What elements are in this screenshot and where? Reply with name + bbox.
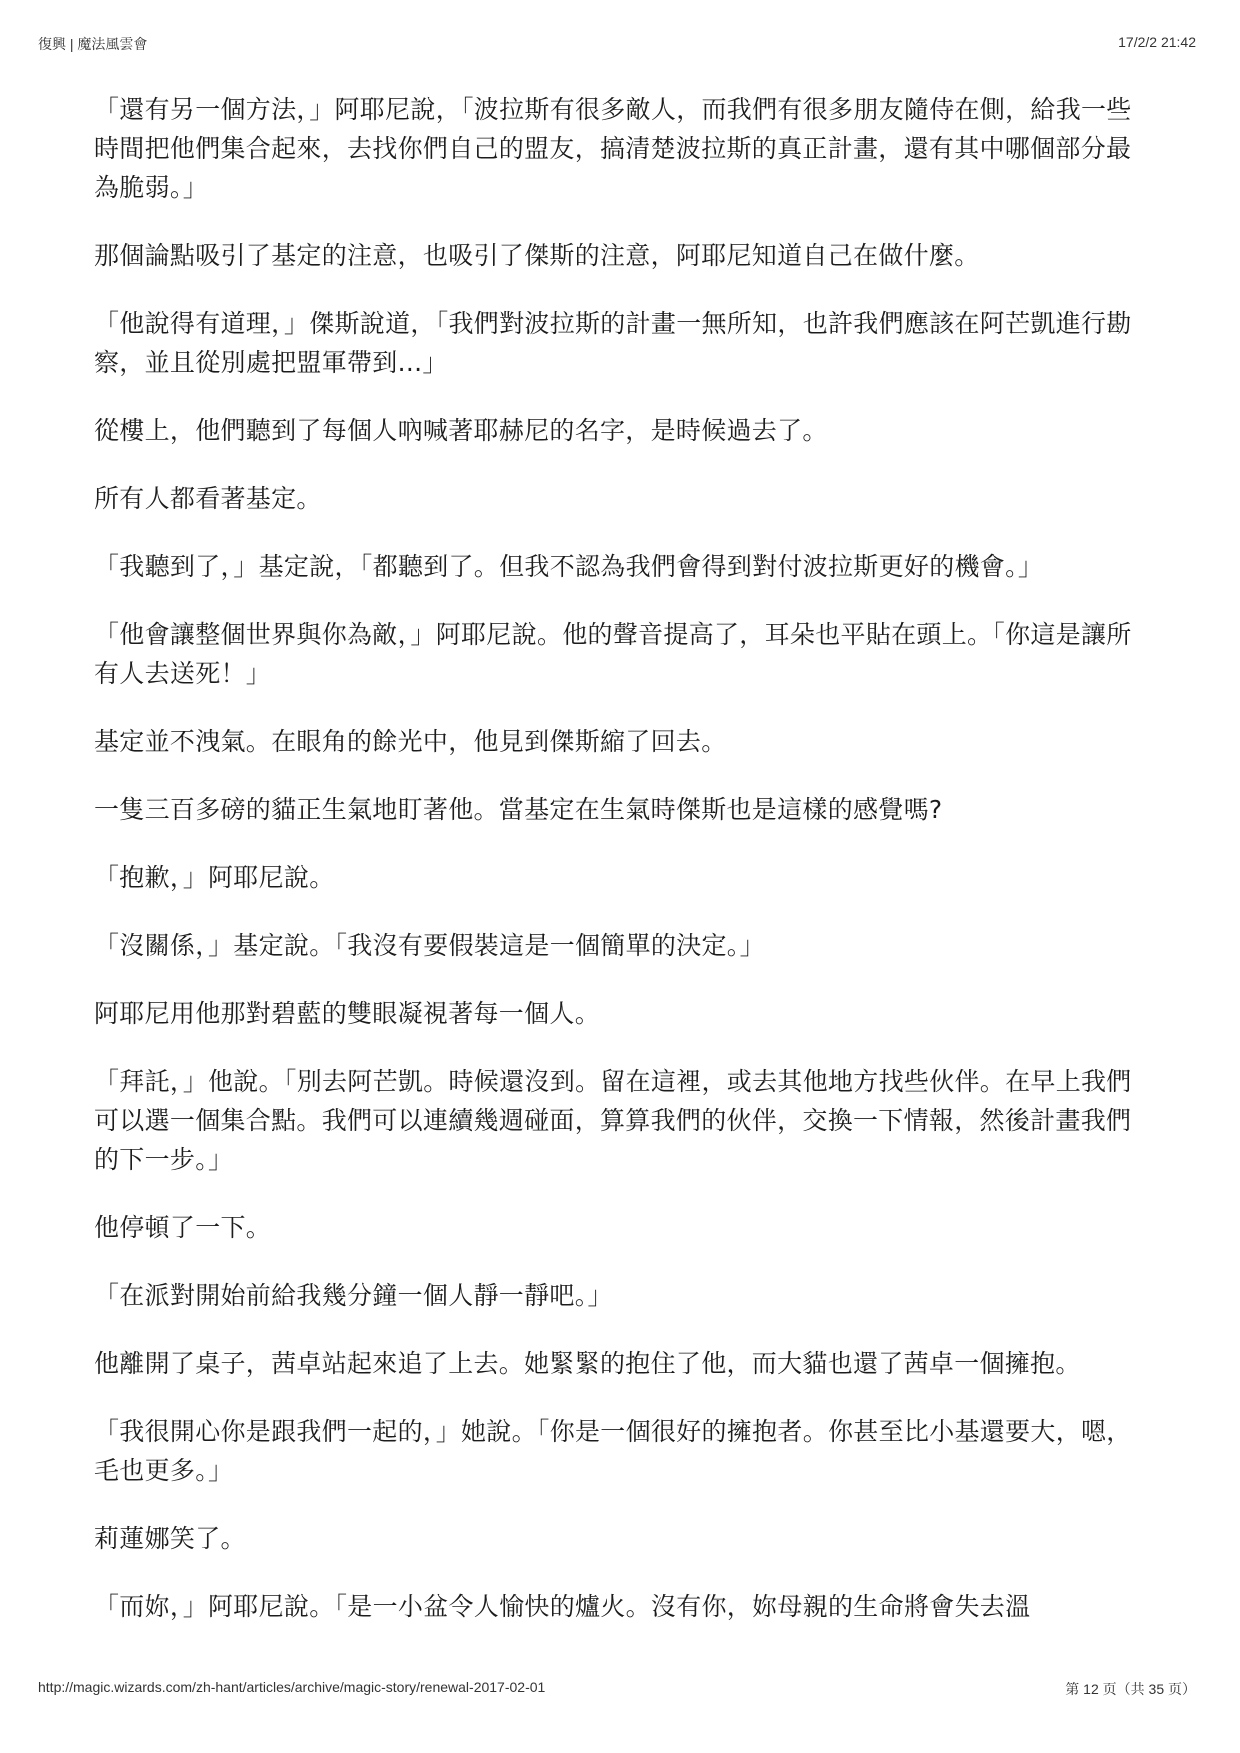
- paragraph: 他停頓了一下。: [94, 1213, 272, 1242]
- paragraph: 「拜託，」他說。「別去阿芒凱。時候還沒到。留在這裡，或去其他地方找些伙伴。在早上我們可以選一個集合點。我們可以連續幾週碰面，算算我們的伙伴，交換一下情報，然後計畫我們的下一步。」: [94, 1067, 1132, 1174]
- paragraph: 所有人都看著基定。: [94, 484, 322, 513]
- source-url: http://magic.wizards.com/zh-hant/articles/archive/magic-story/renewal-2017-02-01: [38, 1679, 546, 1695]
- paragraph: 「他會讓整個世界與你為敵，」阿耶尼說。他的聲音提高了，耳朵也平貼在頭上。「你這是讓所有人去送死！」: [94, 620, 1132, 688]
- paragraph: 「在派對開始前給我幾分鐘一個人靜一靜吧。」: [94, 1281, 613, 1310]
- paragraph: 阿耶尼用他那對碧藍的雙眼凝視著每一個人。: [94, 999, 601, 1028]
- paragraph: 那個論點吸引了基定的注意，也吸引了傑斯的注意，阿耶尼知道自己在做什麼。: [94, 241, 980, 270]
- print-header: [38, 34, 1196, 54]
- paragraph: 一隻三百多磅的貓正生氣地盯著他。當基定在生氣時傑斯也是這樣的感覺嗎?: [94, 795, 943, 824]
- print-footer: [38, 1679, 1196, 1699]
- paragraph: 「他說得有道理，」傑斯說道，「我們對波拉斯的計畫一無所知，也許我們應該在阿芒凱進行勘察，並且從別處把盟軍帶到...」: [94, 309, 1132, 377]
- paragraph: 莉蓮娜笑了。: [94, 1524, 246, 1553]
- paragraph: 「我聽到了，」基定說，「都聽到了。但我不認為我們會得到對付波拉斯更好的機會。」: [94, 552, 1044, 581]
- page-title: 復興 | 魔法風雲會: [38, 36, 148, 52]
- print-datetime: 17/2/2 21:42: [1118, 34, 1196, 50]
- article-body: [94, 90, 1144, 1655]
- paragraph: 他離開了桌子，茜卓站起來追了上去。她緊緊的抱住了他，而大貓也還了茜卓一個擁抱。: [94, 1349, 1081, 1378]
- paragraph: 「我很開心你是跟我們一起的，」她說。「你是一個很好的擁抱者。你甚至比小基還要大，嗯，毛也更多。」: [94, 1417, 1132, 1485]
- page-number: 第 12 页（共 35 页）: [1065, 1681, 1196, 1697]
- paragraph: 「還有另一個方法，」阿耶尼說，「波拉斯有很多敵人，而我們有很多朋友隨侍在側，給我一些時間把他們集合起來，去找你們自己的盟友，搞清楚波拉斯的真正計畫，還有其中哪個部分最為脆弱。」: [94, 95, 1132, 202]
- paragraph: 從樓上，他們聽到了每個人吶喊著耶赫尼的名字，是時候過去了。: [94, 416, 828, 445]
- paragraph: 「沒關係，」基定說。「我沒有要假裝這是一個簡單的決定。」: [94, 931, 765, 960]
- paragraph: 「而妳，」阿耶尼說。「是一小盆令人愉快的爐火。沒有你，妳母親的生命將會失去溫: [94, 1592, 1031, 1621]
- paragraph: 基定並不洩氣。在眼角的餘光中，他見到傑斯縮了回去。: [94, 727, 727, 756]
- paragraph: 「抱歉，」阿耶尼說。: [94, 863, 335, 892]
